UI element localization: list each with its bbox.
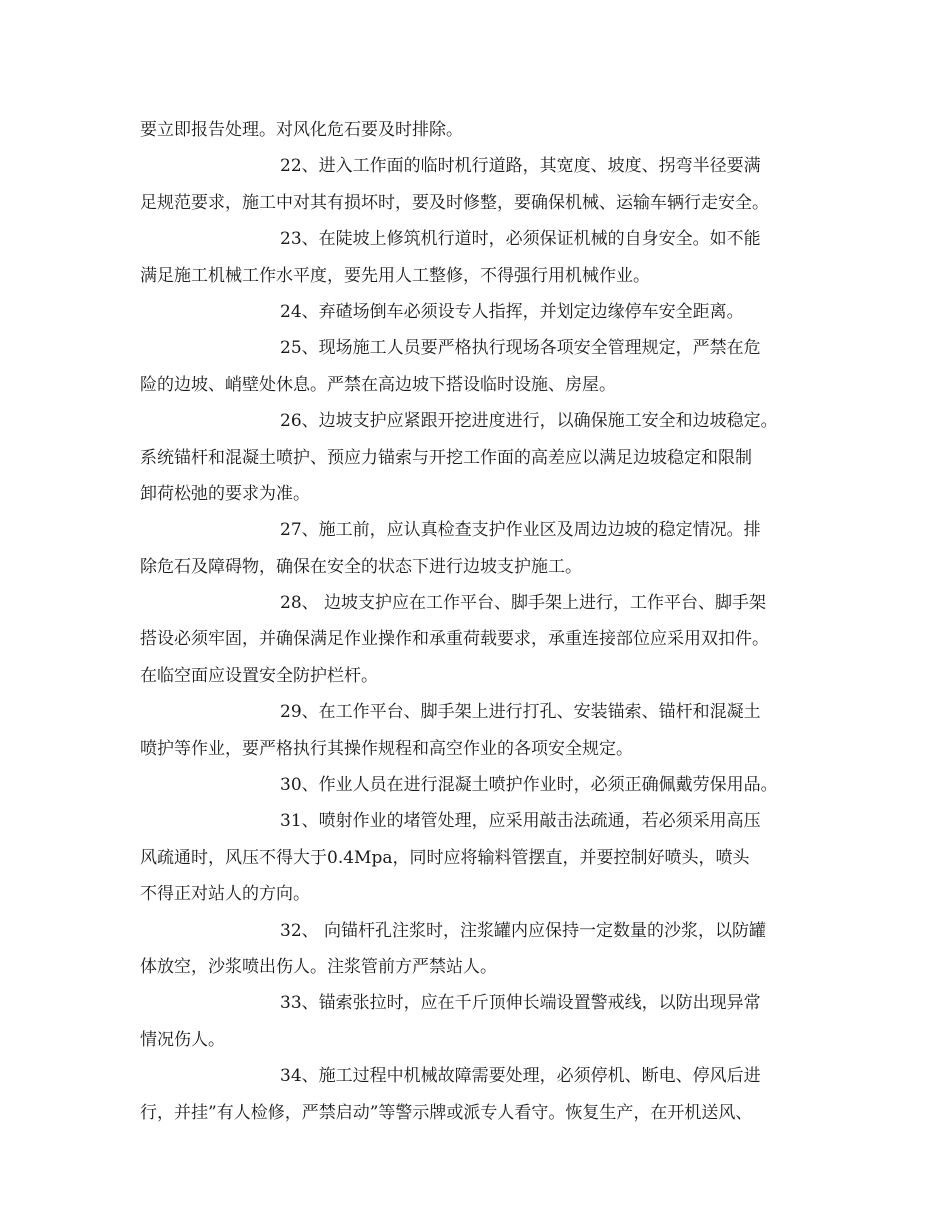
text-line: 30、作业人员在进行混凝土喷护作业时，必须正确佩戴劳保用品。 — [280, 775, 778, 796]
paragraph-30 — [140, 767, 820, 803]
text-line: 行，并挂”有人检修，严禁启动”等警示牌或派专人看守。恢复生产，在开机送风、 — [140, 1102, 753, 1123]
text-line: 22、进入工作面的临时机行道路，其宽度、坡度、拐弯半径要满 — [280, 156, 761, 177]
text-line: 情况伤人。 — [140, 1029, 225, 1050]
text-line: 不得正对站人的方向。 — [140, 884, 310, 905]
paragraph-25 — [140, 330, 820, 403]
text-line: 29、在工作平台、脚手架上进行打孔、安装锚索、锚杆和混凝土 — [280, 702, 761, 723]
text-line: 27、施工前，应认真检查支护作业区及周边边坡的稳定情况。排 — [280, 520, 761, 541]
text-line: 系统锚杆和混凝土喷护、预应力锚索与开挖工作面的高差应以满足边坡稳定和限制 — [140, 447, 752, 468]
text-line: 31、喷射作业的堵管处理，应采用敲击法疏通，若必须采用高压 — [280, 811, 761, 832]
paragraph-22 — [140, 148, 820, 221]
paragraph-24 — [140, 294, 820, 330]
paragraph-31 — [140, 803, 820, 912]
text-line: 喷护等作业，要严格执行其操作规程和高空作业的各项安全规定。 — [140, 738, 633, 759]
text-line: 搭设必须牢固，并确保满足作业操作和承重荷载要求，承重连接部位应采用双扣件。 — [140, 629, 769, 650]
paragraph-27 — [140, 512, 820, 585]
text-line: 在临空面应设置安全防护栏杆。 — [140, 665, 378, 686]
text-line: 卸荷松弛的要求为准。 — [140, 483, 310, 504]
text-line: 除危石及障碍物，确保在安全的状态下进行边坡支护施工。 — [140, 556, 582, 577]
text-line: 25、现场施工人员要严格执行现场各项安全管理规定，严禁在危 — [280, 338, 761, 359]
text-line: 26、边坡支护应紧跟开挖进度进行，以确保施工安全和边坡稳定。 — [280, 411, 778, 432]
paragraph-28 — [140, 585, 820, 694]
paragraph-33 — [140, 985, 820, 1058]
text-line: 要立即报告处理。对风化危石要及时排除。 — [140, 120, 463, 140]
text-line: 28、 边坡支护应在工作平台、脚手架上进行，工作平台、脚手架 — [280, 593, 767, 614]
text-line: 34、施工过程中机械故障需要处理，必须停机、断电、停风后进 — [280, 1066, 761, 1087]
text-line: 33、锚索张拉时，应在千斤顶伸长端设置警戒线，以防出现异常 — [280, 993, 761, 1014]
paragraph-continuation — [140, 112, 820, 148]
paragraph-23 — [140, 221, 820, 294]
text-line: 风疏通时，风压不得大于0.4Mpa，同时应将输料管摆直，并要控制好喷头，喷头 — [140, 847, 750, 868]
paragraph-32 — [140, 913, 820, 986]
text-line: 足规范要求，施工中对其有损坏时，要及时修整，要确保机械、运输车辆行走安全。 — [140, 192, 769, 213]
paragraph-29 — [140, 694, 820, 767]
text-line: 体放空，沙浆喷出伤人。注浆管前方严禁站人。 — [140, 956, 497, 977]
text-line: 满足施工机械工作水平度，要先用人工整修，不得强行用机械作业。 — [140, 265, 650, 286]
text-line: 24、弃碴场倒车必须设专人指挥，并划定边缘停车安全距离。 — [280, 301, 744, 322]
paragraph-26 — [140, 403, 820, 512]
paragraph-34 — [140, 1058, 820, 1131]
text-line: 32、 向锚杆孔注浆时，注浆罐内应保持一定数量的沙浆，以防罐 — [280, 920, 767, 941]
text-line: 23、在陡坡上修筑机行道时，必须保证机械的自身安全。如不能 — [280, 229, 761, 250]
text-line: 险的边坡、峭壁处休息。严禁在高边坡下搭设临时设施、房屋。 — [140, 374, 616, 395]
document-body — [140, 112, 820, 1131]
